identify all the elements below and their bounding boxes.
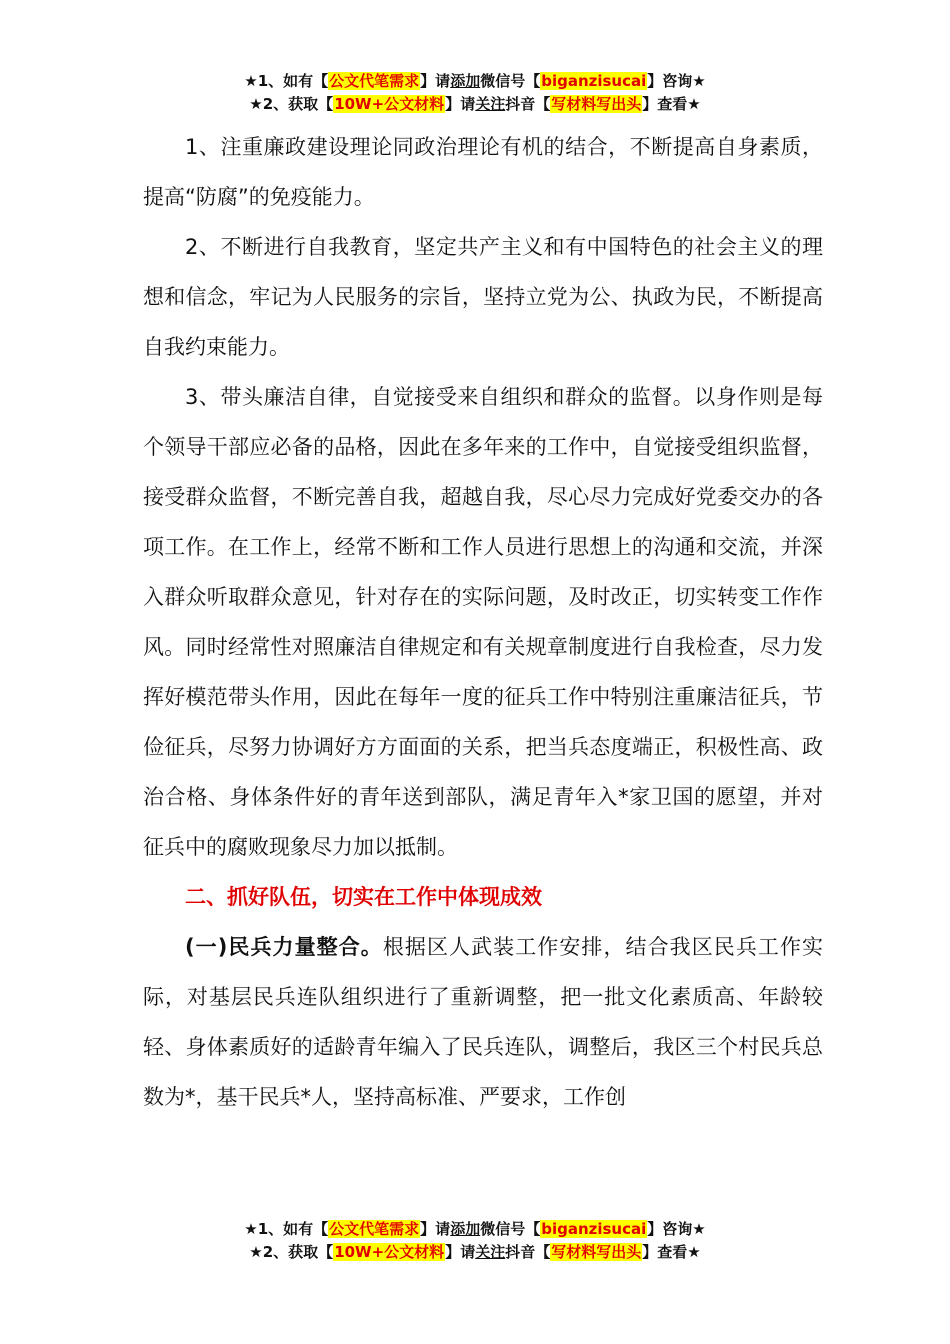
banner-text: 】请 bbox=[420, 72, 451, 90]
banner-text: 】请 bbox=[445, 95, 476, 113]
banner-text: ★2、获取【 bbox=[249, 1243, 334, 1261]
paragraph: 1、注重廉政建设理论同政治理论有机的结合，不断提高自身素质，提高“防腐”的免疫能力。 bbox=[143, 135, 823, 209]
document-body bbox=[143, 122, 823, 1122]
footer-banner bbox=[0, 1218, 950, 1264]
banner-text: 】咨询★ bbox=[647, 1220, 706, 1238]
banner-highlight: biganzisucai bbox=[541, 1220, 647, 1238]
header-banner bbox=[0, 70, 950, 116]
banner-text: 】咨询★ bbox=[647, 72, 706, 90]
banner-highlight: 写材料写出头 bbox=[551, 95, 642, 113]
banner-highlight: 公文代笔需求 bbox=[329, 72, 420, 90]
banner-highlight: 公文代笔需求 bbox=[329, 1220, 420, 1238]
paragraph-text: 根据区人武装工作安排，结合我区民兵工作实际，对基层民兵连队组织进行了重新调整，把一批文化素质高、年龄较轻、身体素质好的适龄青年编入了民兵连队，调整后，我区三个村民兵总数为*，基干民兵*人，坚持高标准、严要求，工作创 bbox=[143, 935, 824, 1109]
paragraph bbox=[143, 922, 823, 1122]
banner-underline: 关注 bbox=[475, 1243, 506, 1261]
section-heading: 二、抓好队伍，切实在工作中体现成效 bbox=[185, 885, 542, 909]
paragraph: 3、带头廉洁自律，自觉接受来自组织和群众的监督。以身作则是每个领导干部应必备的品格，因此在多年来的工作中，自觉接受组织监督，接受群众监督，不断完善自我，超越自我，尽心尽力完成好党委交办的各项工作。在工作上，经常不断和工作人员进行思想上的沟通和交流，并深入群众听取群众意见，针对存在的实际问题，及时改正，切实转变工作作风。同时经常性对照廉洁自律规定和有关规章制度进行自我检查，尽力发挥好模范带头作用，因此在每年一度的征兵工作中特别注重廉洁征兵，节俭征兵，尽努力协调好方方面面的关系，把当兵态度端正，积极性高、政治合格、身体条件好的青年送到部队，满足青年入*家卫国的愿望，并对征兵中的腐败现象尽力加以抵制。 bbox=[143, 385, 823, 859]
banner-text: 】请 bbox=[445, 1243, 476, 1261]
banner-text: 抖音【 bbox=[505, 95, 551, 113]
banner-highlight: 10W+公文材料 bbox=[334, 1243, 445, 1261]
banner-highlight: 10W+公文材料 bbox=[334, 95, 445, 113]
banner-text: ★1、如有【 bbox=[244, 72, 329, 90]
banner-underline: 关注 bbox=[475, 95, 506, 113]
banner-text: 抖音【 bbox=[505, 1243, 551, 1261]
banner-text: ★2、获取【 bbox=[249, 95, 334, 113]
banner-highlight: biganzisucai bbox=[541, 72, 647, 90]
banner-line-1 bbox=[0, 70, 950, 93]
paragraph-lead: (一)民兵力量整合。 bbox=[185, 935, 383, 959]
banner-text: ★1、如有【 bbox=[244, 1220, 329, 1238]
banner-highlight: 写材料写出头 bbox=[551, 1243, 642, 1261]
banner-line-2 bbox=[0, 1241, 950, 1264]
banner-text: 】请 bbox=[420, 1220, 451, 1238]
banner-line-1 bbox=[0, 1218, 950, 1241]
banner-line-2 bbox=[0, 93, 950, 116]
banner-underline: 添加 bbox=[450, 1220, 481, 1238]
banner-text: 】查看★ bbox=[642, 1243, 701, 1261]
banner-text: 微信号【 bbox=[480, 72, 541, 90]
banner-text: 】查看★ bbox=[642, 95, 701, 113]
banner-underline: 添加 bbox=[450, 72, 481, 90]
paragraph: 2、不断进行自我教育，坚定共产主义和有中国特色的社会主义的理想和信念，牢记为人民服务的宗旨，坚持立党为公、执政为民，不断提高自我约束能力。 bbox=[143, 235, 823, 359]
banner-text: 微信号【 bbox=[480, 1220, 541, 1238]
